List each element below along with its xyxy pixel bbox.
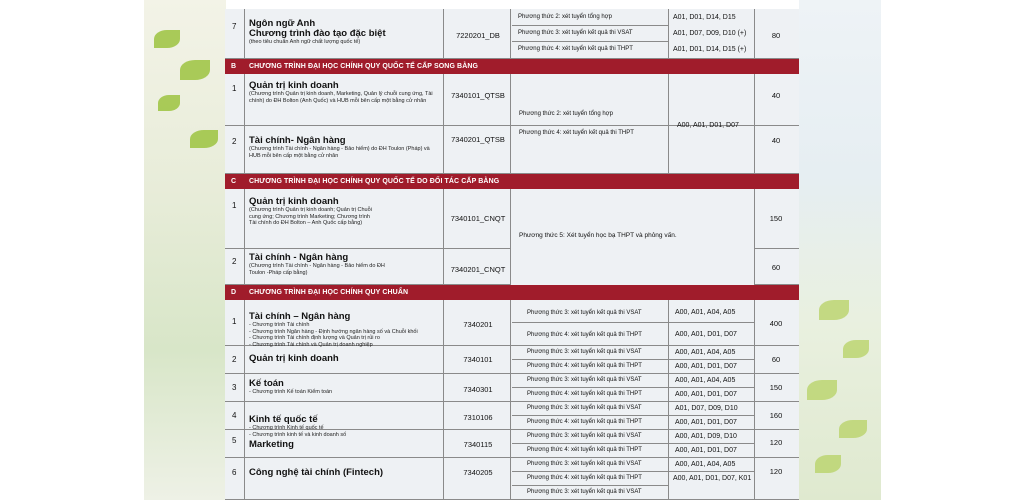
- table-row: [225, 458, 799, 500]
- method-divider: [512, 359, 669, 360]
- admission-method: Phương thức 4: xét tuyển kết quả thi THPT: [518, 46, 633, 52]
- program-name: [249, 468, 383, 478]
- admission-method: Phương thức 3: xét tuyển kết quả thi VSAT: [527, 489, 642, 495]
- row-number: 2: [232, 257, 237, 266]
- merged-method-cell: [511, 74, 669, 174]
- combo-divider: [669, 471, 755, 472]
- table-cell: [225, 249, 245, 284]
- subject-combination: A00, A01, A04, A05: [675, 349, 736, 356]
- subject-combination: A00, A01, A04, A05: [675, 461, 736, 468]
- quota: 80: [771, 31, 781, 40]
- subject-combination: A00, A01, D01, D07: [675, 363, 737, 370]
- table-cell: [444, 458, 511, 499]
- program-description: - Chương trình Kế toán Kiểm toán: [249, 388, 333, 395]
- row-number: 2: [232, 355, 237, 364]
- admission-method: Phương thức 4: xét tuyển kết quả thi THPT: [527, 363, 642, 369]
- subject-combination: A01, D07, D09, D10: [675, 405, 738, 412]
- program-description: (Chương trình Quản trị kinh doanh, Marketing, Quản lý chuỗi cung ứng, Tài chính) do ĐH Bolton (Anh Quốc) và HUB mỗi bên cấp một bằng cử nhân: [249, 90, 433, 104]
- program-description: - Chương trình Tài chính - Chương trình Ngân hàng - Định hướng ngân hàng số và Chuỗi khối - Chương trình Tài chính định lượng và Quản trị rủi ro - Chương trình Tài chính và Quản trị doanh nghiệp: [249, 321, 418, 348]
- section-letter: B: [231, 63, 237, 70]
- admission-method: Phương thức 5: Xét tuyển học bạ THPT và phỏng vấn.: [519, 232, 677, 239]
- table-row: [225, 374, 799, 402]
- admissions-table: [225, 9, 799, 500]
- table-cell: [225, 126, 245, 173]
- combo-divider: [669, 322, 755, 323]
- method-divider: [512, 322, 669, 323]
- combo-divider: [669, 387, 755, 388]
- right-decorative-background: [799, 0, 881, 500]
- quota: 60: [771, 263, 781, 272]
- program-title: Công nghệ tài chính (Fintech): [249, 467, 384, 478]
- leaf-decoration: [843, 340, 869, 358]
- table-row: [225, 300, 799, 346]
- method-divider: [512, 415, 669, 416]
- quota: 160: [769, 411, 783, 420]
- admission-method: Phương thức 2: xét tuyển tổng hợp: [518, 14, 612, 20]
- program-code: 7340101_QTSB: [451, 91, 505, 100]
- subject-combination: A01, D07, D09, D10 (+): [673, 30, 747, 37]
- program-code: 7340201_QTSB: [451, 135, 505, 144]
- program-code: 7340201: [463, 320, 493, 329]
- section-title: CHƯƠNG TRÌNH ĐẠI HỌC CHÍNH QUY QUỐC TẾ DO ĐỐI TÁC CẤP BẰNG: [249, 178, 500, 185]
- quota: 150: [769, 383, 783, 392]
- subject-combination: A00, A01, D09, D10: [675, 433, 737, 440]
- program-title: Ngôn ngữ Anh: [249, 18, 316, 29]
- row-number: 1: [232, 317, 237, 326]
- quota: 120: [769, 438, 783, 447]
- program-name: [249, 253, 399, 276]
- program-title: Tài chính - Ngân hàng: [249, 252, 349, 263]
- subject-combination: A00, A01, D01, D07: [675, 419, 737, 426]
- quota: 40: [771, 136, 781, 145]
- program-description: (Chương trình Tài chính - Ngân hàng - Bảo hiểm) do ĐH Toulon (Pháp) và HUB mỗi bên cấp một bằng cử nhân: [249, 145, 430, 159]
- subject-combination: A00, A01, D01, D07, K01: [673, 475, 752, 482]
- program-name: [249, 354, 339, 364]
- admission-method: Phương thức 4: xét tuyển kết quả thi THPT: [527, 391, 642, 397]
- subject-combination: A01, D01, D14, D15 (+): [673, 46, 747, 53]
- admission-method: Phương thức 3: xét tuyển kết quả thi VSAT: [527, 349, 642, 355]
- program-name: [249, 81, 441, 104]
- program-title: Kế toán: [249, 378, 284, 389]
- quota: 400: [769, 319, 783, 328]
- program-title: Quản trị kinh doanh: [249, 353, 339, 364]
- quota: 120: [769, 467, 783, 476]
- program-code: 7340201_CNQT: [450, 265, 506, 274]
- subject-combination: A00, A01, A04, A05: [675, 309, 736, 316]
- merged-method-cell: [511, 189, 755, 285]
- program-code: 7310106: [463, 413, 493, 422]
- program-code: 7340301: [463, 385, 493, 394]
- leaf-decoration: [190, 130, 218, 148]
- program-name: [249, 440, 294, 450]
- subject-combination: A00, A01, D01, D07: [677, 122, 739, 129]
- table-cell: [225, 74, 245, 125]
- admission-method: Phương thức 4: xét tuyển kết quả thi THPT: [527, 475, 642, 481]
- program-name: [249, 19, 386, 46]
- admission-method: Phương thức 3: xét tuyển kết quả thi VSAT: [527, 310, 642, 316]
- program-title-line2: Chương trình đào tạo đặc biệt: [249, 27, 386, 39]
- row-number: 6: [232, 468, 237, 477]
- table-cell: [225, 9, 245, 58]
- combo-divider: [669, 415, 755, 416]
- subject-combination: A00, A01, D01, D07: [675, 447, 737, 454]
- row-number: 4: [232, 411, 237, 420]
- method-divider: [512, 485, 669, 486]
- section-title: CHƯƠNG TRÌNH ĐẠI HỌC CHÍNH QUY QUỐC TẾ CẤP SONG BẰNG: [249, 63, 479, 70]
- subject-combination: A00, A01, D01, D07: [675, 331, 737, 338]
- program-title: Quản trị kinh doanh: [249, 196, 339, 207]
- admission-method: Phương thức 4: xét tuyển kết quả thi THPT: [519, 130, 634, 136]
- leaf-decoration: [158, 95, 180, 111]
- method-divider: [512, 471, 669, 472]
- admission-method: Phương thức 3: xét tuyển kết quả thi VSAT: [527, 461, 642, 467]
- admission-method: Phương thức 4: xét tuyển kết quả thi THPT: [527, 332, 642, 338]
- table-cell: [225, 458, 245, 499]
- method-divider: [512, 25, 669, 26]
- program-code: 7340115: [463, 440, 493, 449]
- section-title: CHƯƠNG TRÌNH ĐẠI HỌC CHÍNH QUY CHUẨN: [249, 289, 409, 296]
- section-letter: D: [231, 289, 237, 296]
- table-cell: [444, 126, 511, 173]
- program-title: Kinh tế quốc tế: [249, 413, 318, 425]
- program-name: [249, 379, 332, 396]
- method-divider: [512, 443, 669, 444]
- program-code: 7220201_DB: [456, 31, 500, 40]
- program-description: - Chương trình Kinh tế quốc tế - Chương trình kinh tế và kinh doanh số: [249, 424, 347, 438]
- quota: 40: [771, 91, 781, 100]
- row-number: 1: [232, 201, 237, 210]
- program-code: 7340101: [463, 355, 493, 364]
- section-header: [225, 285, 799, 300]
- table-cell: [225, 189, 245, 248]
- quota: 60: [771, 355, 781, 364]
- subject-combination: A00, A01, A04, A05: [675, 377, 736, 384]
- row-number: 2: [232, 137, 237, 146]
- admission-method: Phương thức 3: xét tuyển kết quả thi VSAT: [527, 405, 642, 411]
- program-title: Tài chính – Ngân hàng: [249, 310, 351, 322]
- leaf-decoration: [839, 420, 867, 438]
- admission-method: Phương thức 3: xét tuyển kết quả thi VSAT: [518, 30, 633, 36]
- table-cell: [669, 126, 755, 173]
- leaf-decoration: [807, 380, 837, 400]
- program-description: (Chương trình Quản trị kinh doanh; Quản trị Chuỗi cung ứng; Chương trình Marketing; Chương trình Tài chính do ĐH Bolton – Anh Quốc cấp bằng): [249, 206, 372, 227]
- leaf-decoration: [819, 300, 849, 320]
- admission-method: Phương thức 4: xét tuyển kết quả thi THPT: [527, 419, 642, 425]
- row-number: 1: [232, 84, 237, 93]
- admission-method: Phương thức 2: xét tuyển tổng hợp: [519, 111, 613, 117]
- program-description: (theo tiêu chuẩn Anh ngữ chất lượng quốc tế): [249, 38, 361, 45]
- program-code: 7340101_CNQT: [450, 214, 506, 223]
- program-code: 7340205: [463, 468, 493, 477]
- program-name: [249, 136, 441, 159]
- subject-combination: A00, A01, D01, D07: [675, 391, 737, 398]
- admission-method: Phương thức 3: xét tuyển kết quả thi VSAT: [527, 377, 642, 383]
- leaf-decoration: [154, 30, 180, 48]
- program-description: (Chương trình Tài chính - Ngân hàng - Bảo hiểm do ĐH Toulon -Pháp cấp bằng): [249, 262, 385, 276]
- row-number: 7: [232, 22, 237, 31]
- left-decorative-background: [144, 0, 226, 500]
- row-number: 3: [232, 383, 237, 392]
- section-header: [225, 174, 799, 189]
- section-letter: C: [231, 178, 237, 185]
- combo-divider: [669, 359, 755, 360]
- subject-combination: A01, D01, D14, D15: [673, 14, 736, 21]
- admission-method: Phương thức 3: xét tuyển kết quả thi VSAT: [527, 433, 642, 439]
- admission-method: Phương thức 4: xét tuyển kết quả thi THPT: [527, 447, 642, 453]
- leaf-decoration: [180, 60, 210, 80]
- table-row: [225, 9, 799, 59]
- program-title: Marketing: [249, 439, 294, 450]
- combo-divider: [669, 443, 755, 444]
- table-row: [225, 430, 799, 458]
- method-divider: [512, 387, 669, 388]
- quota: 150: [769, 214, 783, 223]
- table-cell: [245, 458, 444, 499]
- program-title: Tài chính- Ngân hàng: [249, 135, 346, 146]
- leaf-decoration: [815, 455, 841, 473]
- row-number: 5: [232, 436, 237, 445]
- program-title: Quản trị kinh doanh: [249, 80, 339, 91]
- table-cell: [669, 74, 755, 125]
- method-divider: [512, 41, 669, 42]
- program-name: [249, 197, 379, 227]
- section-header: [225, 59, 799, 74]
- table-row: [225, 346, 799, 374]
